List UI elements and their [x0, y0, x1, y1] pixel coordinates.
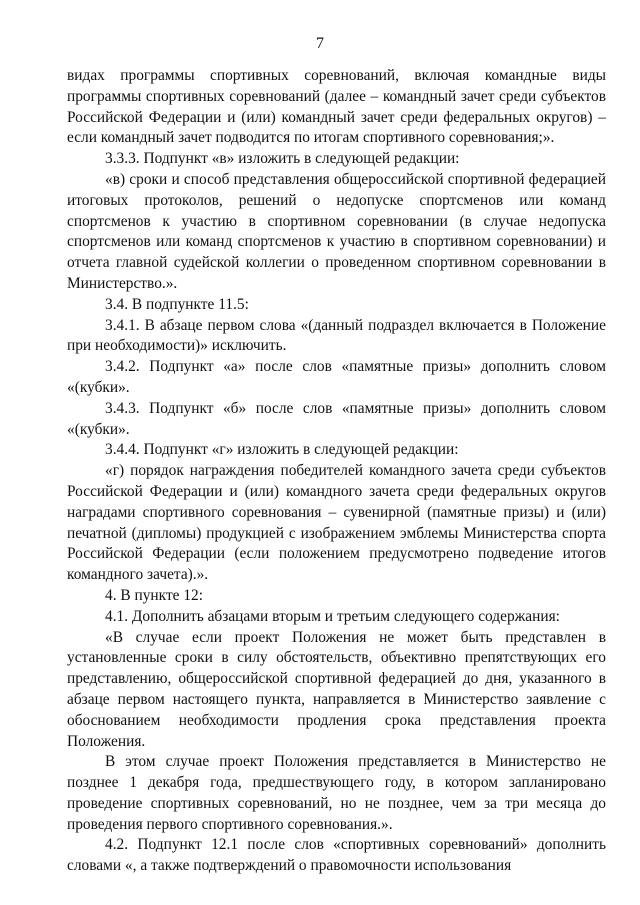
paragraph-4: 4. В пункте 12:	[105, 586, 204, 604]
paragraph-4-1: 4.1. Дополнить абзацами вторым и третьим следующего содержания:	[105, 607, 560, 625]
document-body	[67, 66, 606, 877]
paragraph-subitem-g: «г) порядок награждения победителей командного зачета среди субъектов Российской Федерации и (или) командного зачета среди федеральных округов наградами спортивного соревнования – сувенирной (памятные призы) и (или) печатной (дипломы) продукцией с изображением эмблемы Министерства спорта Российской Федерации (если положением предусмотрено подведение итогов командного зачета).».	[67, 462, 606, 584]
paragraph-continuation: видах программы спортивных соревнований, включая командные виды программы спортивных соревнований (далее – командный зачет среди субъектов Российской Федерации и (или) командный зачет среди федеральных округов) – если командный зачет подводится по итогам спортивного соревнования;».	[67, 67, 606, 147]
paragraph-3-4-4: 3.4.4. Подпункт «г» изложить в следующей редакции:	[105, 441, 459, 459]
paragraph-4-2: 4.2. Подпункт 12.1 после слов «спортивных соревнований» дополнить словами «, а также подтверждений о правомочности использования	[67, 836, 606, 875]
paragraph-subitem-v: «в) сроки и способ представления общероссийской спортивной федерацией итоговых протоколов, решений о недопуске спортсменов или команд спортсменов к участию в спортивном соревновании (в случае недопуска спортсменов или команд спортсменов к участию в спортивном соревновании) и отчета главной судейской коллегии о проведенном спортивном соревновании в Министерство.».	[67, 170, 606, 292]
paragraph-3-4-1: 3.4.1. В абзаце первом слова «(данный подраздел включается в Положение при необходимости)» исключить.	[67, 316, 606, 355]
paragraph-new-abzac-3: В этом случае проект Положения представляется в Министерство не позднее 1 декабря года, предшествующего году, в котором запланировано проведение спортивных соревнований, но не позднее, чем за три месяца до проведения первого спортивного соревнования.».	[67, 753, 606, 833]
paragraph-new-abzac-2: «В случае если проект Положения не может быть представлен в установленные сроки в силу обстоятельств, объективно препятствующих его представлению, общероссийской спортивной федерацией до дня, указанного в абзаце первом настоящего пункта, направляется в Министерство заявление с обоснованием необходимости продления срока представления проекта Положения.	[67, 628, 606, 750]
paragraph-3-4-3: 3.4.3. Подпункт «б» после слов «памятные призы» дополнить словом «(кубки».	[67, 399, 606, 438]
page-number: 7	[316, 35, 324, 52]
paragraph-3-4-2: 3.4.2. Подпункт «а» после слов «памятные призы» дополнить словом «(кубки».	[67, 358, 606, 396]
paragraph-3-4: 3.4. В подпункте 11.5:	[105, 295, 249, 313]
paragraph-3-3-3: 3.3.3. Подпункт «в» изложить в следующей редакции:	[105, 150, 460, 168]
